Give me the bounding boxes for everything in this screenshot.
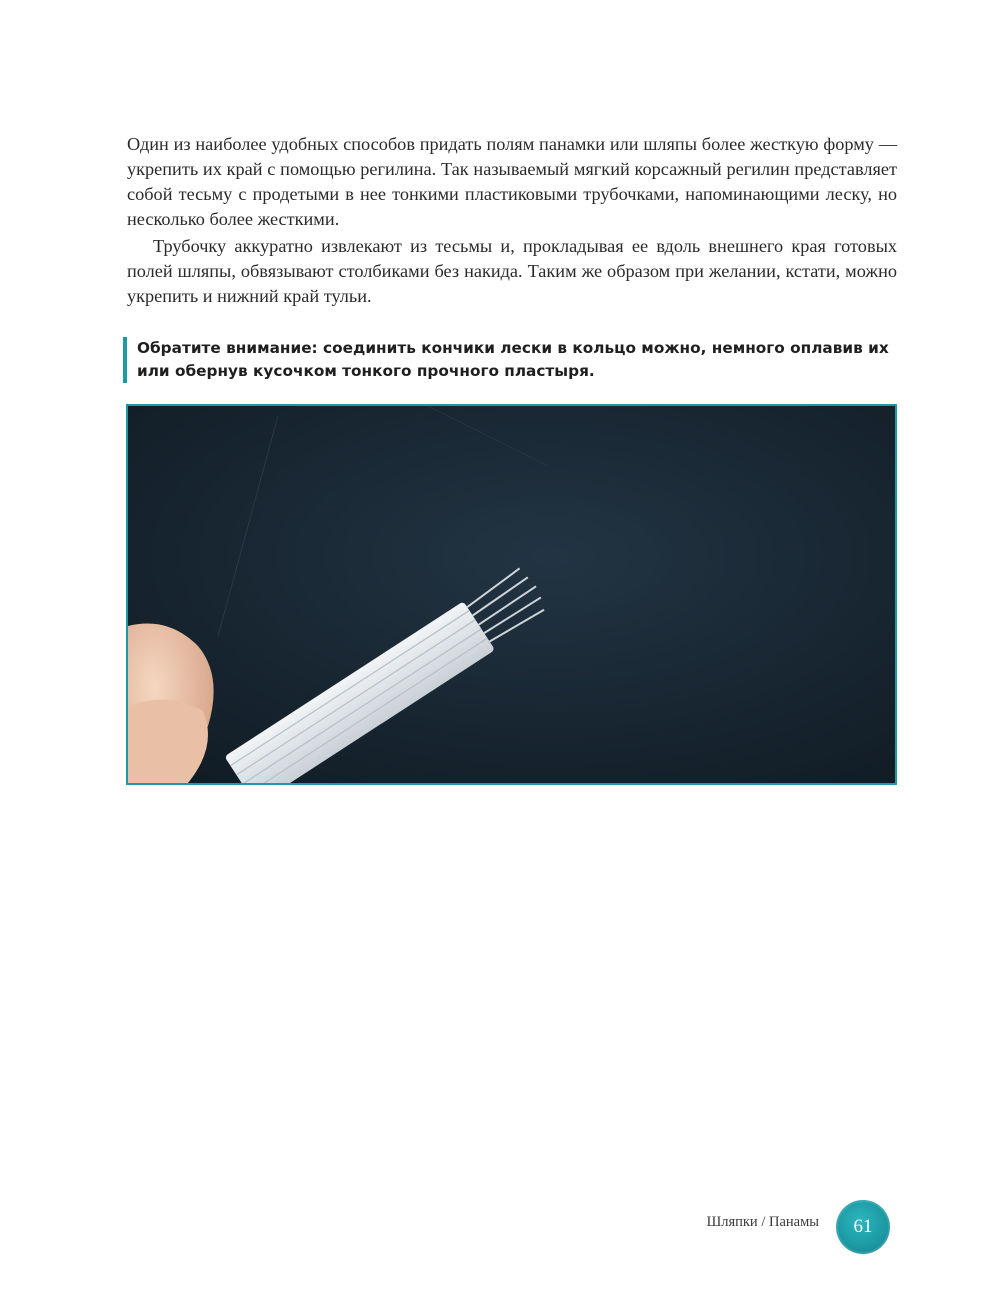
body-text — [127, 132, 897, 309]
paragraph-1: Один из наиболее удобных способов придать полям панамки или шляпы более жесткую форму — укрепить их край с помощью регилина. Так называемый мягкий корсажный регилин представляет собой тесьму с продетыми в нее тонкими пластиковыми трубочками, напоминающими леску, но несколько более жесткими. — [127, 134, 897, 229]
photo-regilin-tape — [126, 404, 897, 785]
running-footer: Шляпки / Панамы — [706, 1214, 819, 1230]
page-number: 61 — [853, 1216, 873, 1237]
page-number-badge — [836, 1200, 890, 1254]
note-text: соединить кончики лески в кольцо можно, немного оплавив их или обернув кусочком тонкого прочного пластыря. — [137, 339, 889, 380]
attention-note — [123, 337, 903, 383]
note-lead: Обратите внимание: — [137, 339, 318, 357]
photo-illustration — [128, 406, 895, 783]
paragraph-2: Трубочку аккуратно извлекают из тесьмы и, прокладывая ее вдоль внешнего края готовых полей шляпы, обвязывают столбиками без накида. Таким же образом при желании, кстати, можно укрепить и нижний край тульи. — [127, 236, 897, 306]
